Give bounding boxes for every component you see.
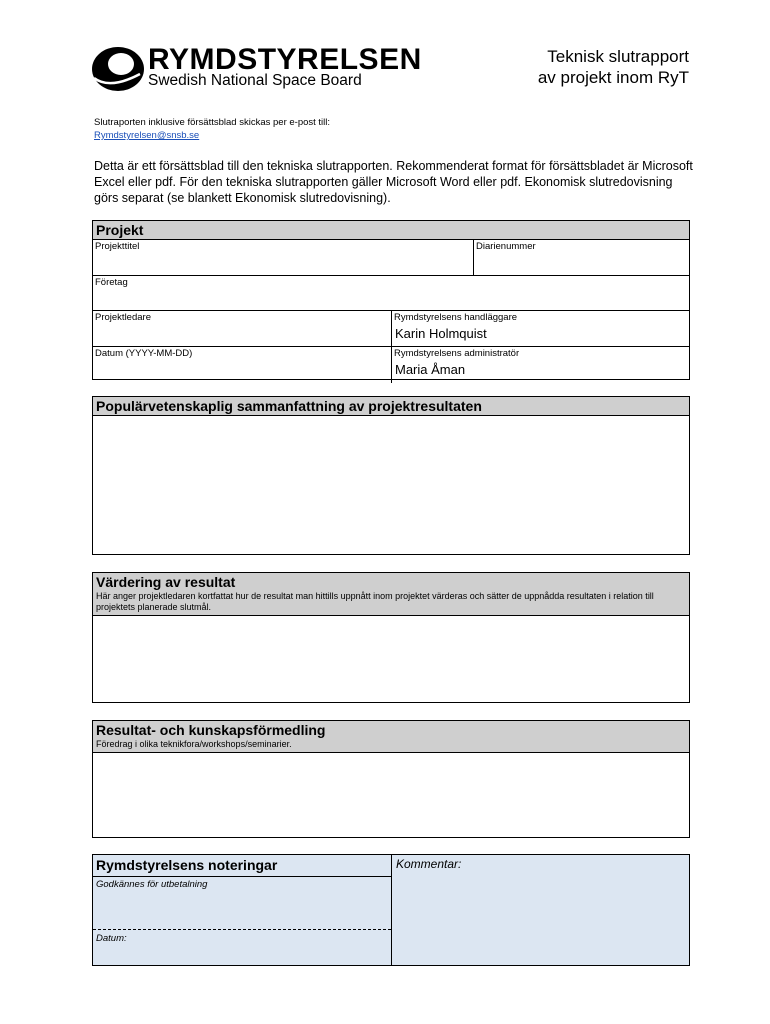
- administrator-label: Rymdstyrelsens administratör: [394, 348, 520, 359]
- popular-text-area[interactable]: [93, 416, 689, 556]
- diarienummer-field[interactable]: [474, 240, 689, 275]
- projektledare-label: Projektledare: [95, 312, 151, 323]
- notes-heading: Rymdstyrelsens noteringar: [93, 855, 391, 877]
- title-line-1: Teknisk slutrapport: [547, 47, 689, 66]
- title-line-2: av projekt inom RyT: [537, 68, 689, 87]
- vardering-text-area[interactable]: [93, 616, 689, 702]
- popular-section: [92, 396, 690, 555]
- diarienummer-label: Diarienummer: [476, 241, 536, 252]
- handlaggare-label: Rymdstyrelsens handläggare: [394, 312, 518, 323]
- logo-subtitle: Swedish National Space Board: [148, 72, 362, 89]
- vardering-description: Här anger projektledaren kortfattat hur de resultat man hittills uppnått inom projektet värderas och sätter de uppnådda resultaten i relation till projektets planerade slutmål.: [93, 591, 689, 616]
- handlaggare-field[interactable]: [392, 311, 689, 346]
- formedling-section: [92, 720, 690, 838]
- foretag-field[interactable]: [93, 275, 689, 310]
- logo-emblem-icon: [90, 44, 146, 94]
- projekt-heading: Projekt: [93, 221, 689, 240]
- projekttitel-field[interactable]: [93, 240, 474, 275]
- intro-text: Detta är ett försättsblad till den tekniska slutrapporten. Rekommenderat format för försättsbladet är Microsoft Excel eller pdf. För den tekniska slutrapporten gäller Microsoft Word eller pdf. Ekonomisk slutredovisning görs separat (se blankett Ekonomisk slutredovisning).: [94, 159, 693, 205]
- approve-field[interactable]: [93, 877, 391, 929]
- vardering-section: [92, 572, 690, 703]
- projektledare-field[interactable]: [93, 311, 392, 346]
- notes-section: [92, 854, 690, 966]
- administrator-value: Maria Åman: [395, 362, 466, 377]
- logo-name: RYMDSTYRELSEN: [148, 43, 422, 76]
- date-field[interactable]: [93, 929, 391, 965]
- administrator-field[interactable]: [392, 347, 689, 383]
- vardering-heading: Värdering av resultat: [93, 573, 689, 591]
- formedling-heading: Resultat- och kunskapsförmedling: [93, 721, 689, 739]
- datum-label: Datum (YYYY-MM-DD): [95, 348, 193, 359]
- handlaggare-value: Karin Holmquist: [395, 326, 487, 341]
- document-title: [538, 46, 689, 88]
- date-label: Datum:: [96, 933, 127, 944]
- formedling-description: Föredrag i olika teknikfora/workshops/seminarier.: [93, 739, 689, 753]
- submission-text: Slutraporten inklusive försättsblad skickas per e-post till:: [94, 117, 331, 128]
- projekt-section: [92, 220, 690, 380]
- projekttitel-label: Projekttitel: [95, 241, 140, 252]
- logo: [90, 43, 422, 94]
- comment-field[interactable]: [392, 855, 689, 965]
- datum-field[interactable]: [93, 347, 392, 383]
- formedling-text-area[interactable]: [93, 753, 689, 837]
- popular-heading: Populärvetenskaplig sammanfattning av projektresultaten: [93, 397, 689, 416]
- foretag-label: Företag: [95, 277, 128, 288]
- comment-label: Kommentar:: [396, 857, 462, 871]
- approve-label: Godkännes för utbetalning: [96, 879, 208, 890]
- submission-email-link[interactable]: Rymdstyrelsen@snsb.se: [94, 130, 200, 141]
